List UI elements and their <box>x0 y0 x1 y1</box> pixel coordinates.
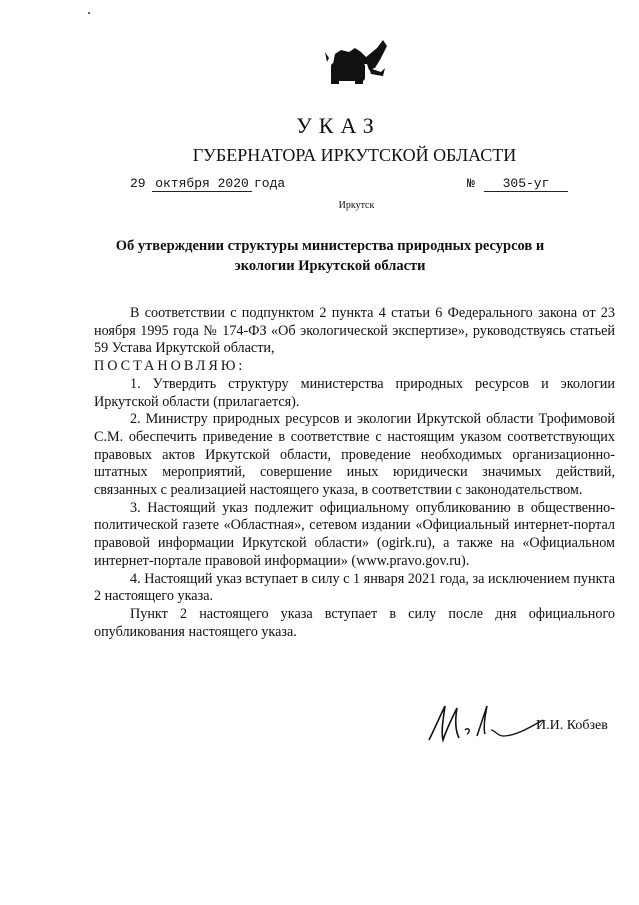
document-subtitle: ГУБЕРНАТОРА ИРКУТСКОЙ ОБЛАСТИ <box>192 145 517 165</box>
paragraph-preamble: В соответствии с подпунктом 2 пункта 4 статьи 6 Федерального закона от 23 ноября 1995 года № 174-ФЗ «Об экологической экспертизе», руководствуясь статьей 59 Устава Иркутской области, <box>94 305 615 357</box>
date-year-word: года <box>254 176 286 191</box>
emblem-icon <box>325 38 389 84</box>
signature-icon <box>425 700 545 744</box>
number-sign: № <box>467 176 475 191</box>
date-month: октября 2020 <box>152 176 252 192</box>
signer-name: И.И. Кобзев <box>536 718 608 733</box>
paragraph-item-1: 1. Утвердить структуру министерства природных ресурсов и экологии Иркутской области (прилагается). <box>94 375 615 410</box>
document-heading: Об утверждении структуры министерства природных ресурсов и экологии Иркутской области <box>115 238 545 274</box>
document-number: 305-уг <box>484 176 568 192</box>
paragraph-item-3: 3. Настоящий указ подлежит официальному опубликованию в общественно-политической газете «Областная», сетевом издании «Официальный интернет-портал правовой информации Иркутской области» (ogirk.ru), а также на «Официальном интернет-портале правовой информации» (www.pravo.gov.ru). <box>94 499 615 569</box>
scan-speck <box>88 12 90 14</box>
document-body <box>94 305 615 641</box>
paragraph-item-2: 2. Министру природных ресурсов и экологии Иркутской области Трофимовой С.М. обеспечить приведение в соответствие с настоящим указом соответствующих правовых актов Иркутской области, проведение необходимых организационно-штатных мероприятий, совершение иных юридически значимых действий, связанных с реализацией настоящего указа, в соответствии с законодательством. <box>94 411 615 499</box>
city: Иркутск <box>338 200 375 211</box>
paragraph-item-4-note: Пункт 2 настоящего указа вступает в силу после дня официального опубликования настоящего указа. <box>94 605 615 640</box>
document-title: УКАЗ <box>296 113 381 138</box>
paragraph-item-4: 4. Настоящий указ вступает в силу с 1 января 2021 года, за исключением пункта 2 настоящего указа. <box>94 570 615 605</box>
date-day: 29 <box>130 176 146 191</box>
paragraph-decree: ПОСТАНОВЛЯЮ: <box>94 358 246 375</box>
